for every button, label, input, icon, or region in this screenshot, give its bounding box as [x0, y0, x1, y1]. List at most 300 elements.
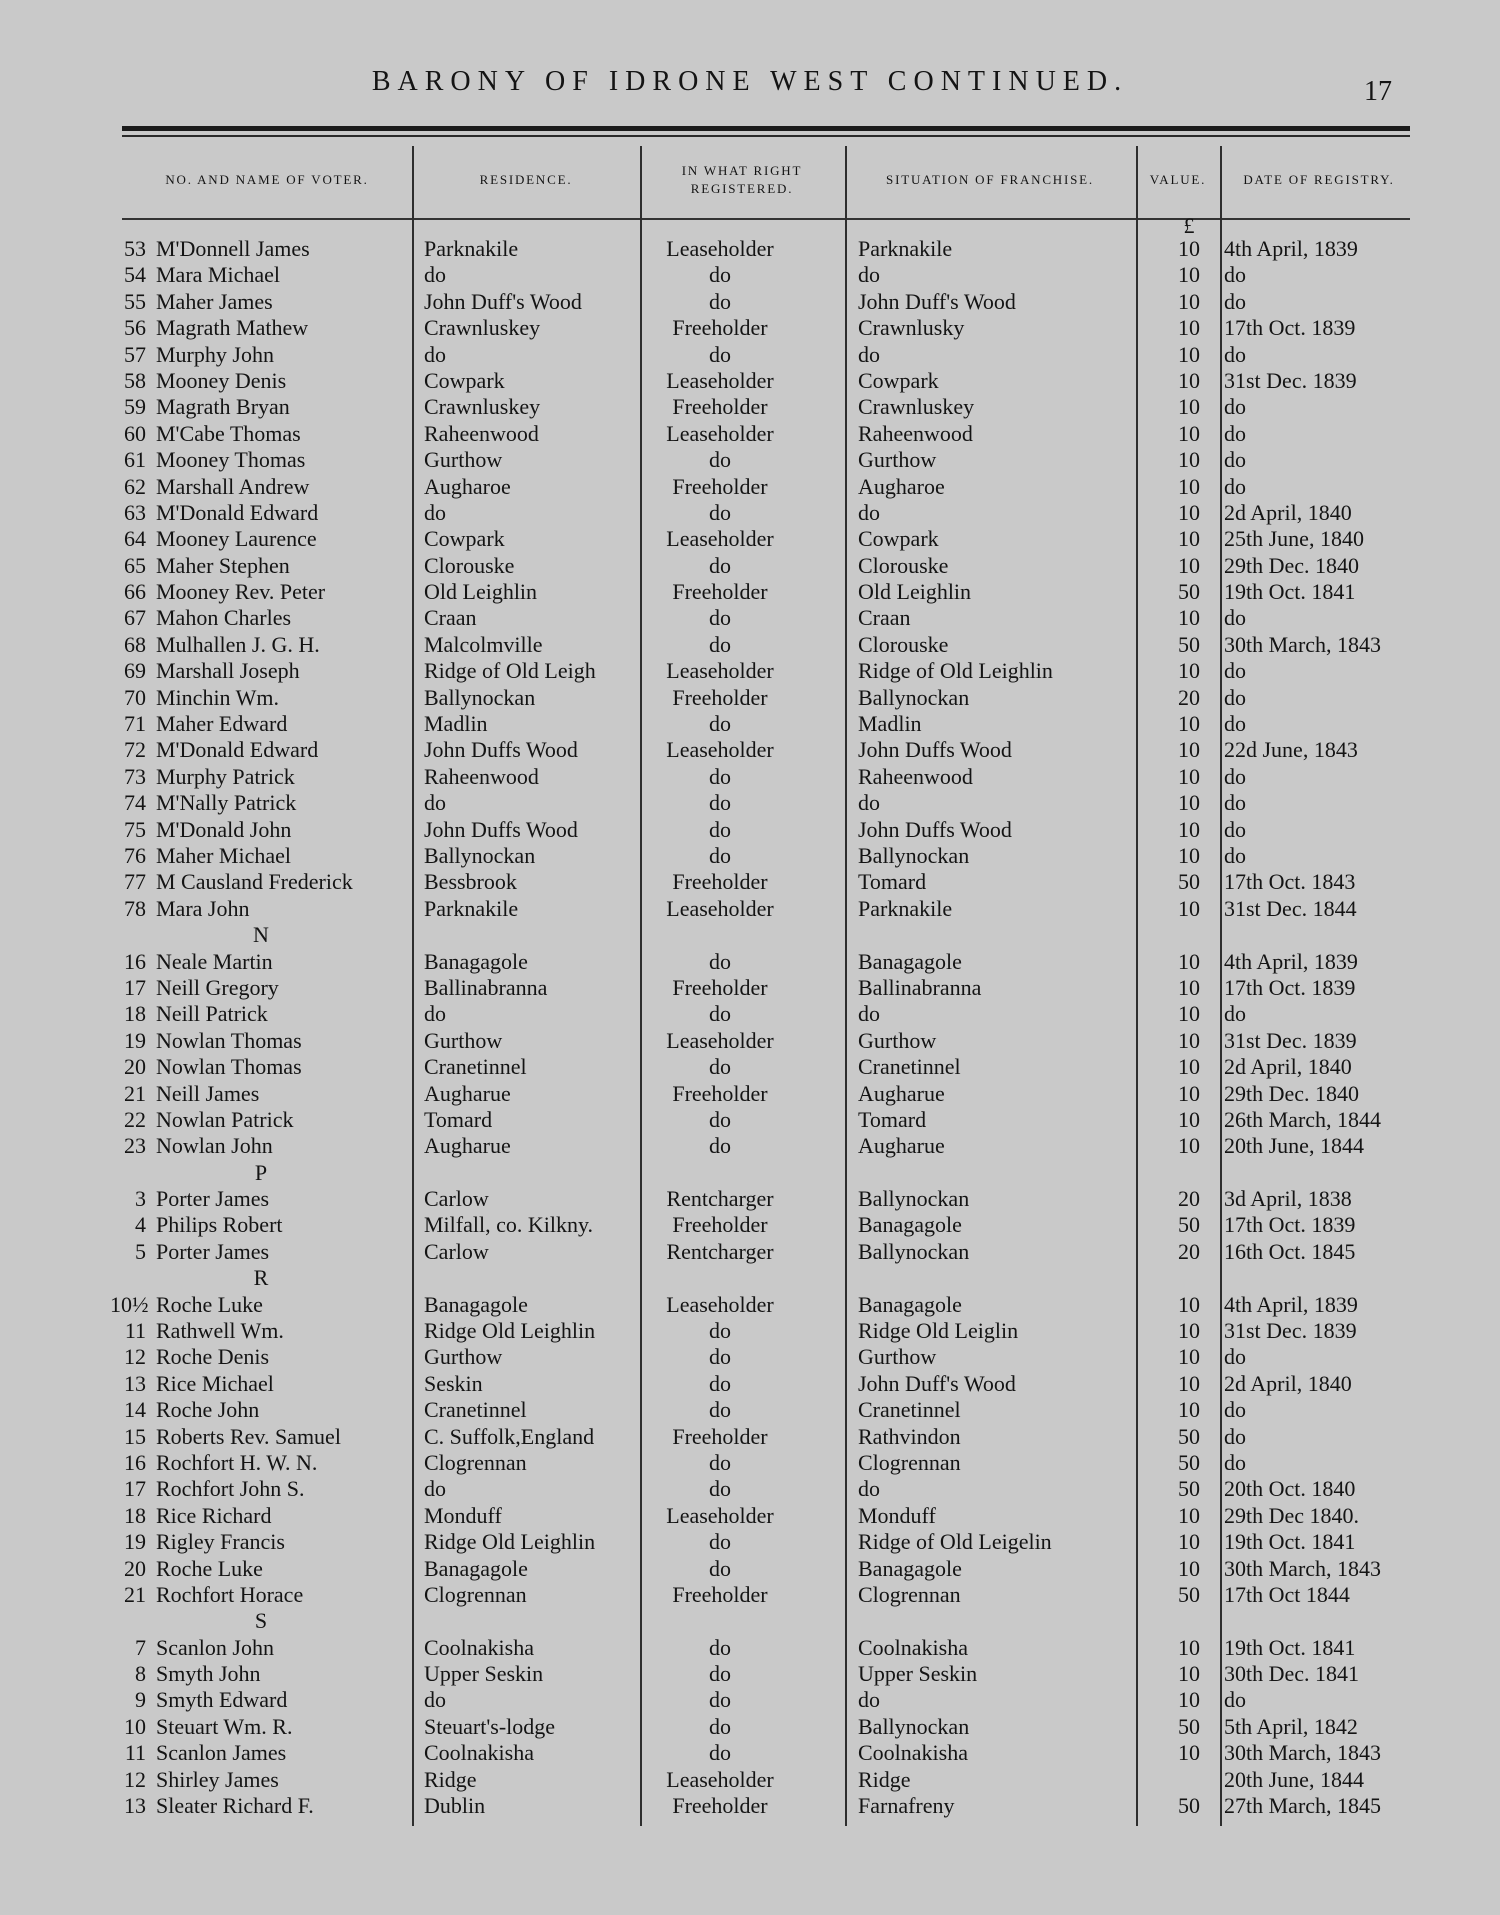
- registered-right-cell: Freeholder: [672, 579, 768, 605]
- value-cell: 10: [1178, 1555, 1200, 1581]
- voter-name: Rathwell Wm.: [156, 1318, 284, 1344]
- franchise-situation-cell: Ballynockan: [858, 1238, 970, 1264]
- value-cell: 50: [1178, 1476, 1200, 1502]
- table-row: [0, 605, 1500, 631]
- registered-right-cell: do: [709, 447, 731, 473]
- registered-right-cell: do: [709, 1318, 731, 1344]
- value-cell: 10: [1178, 1397, 1200, 1423]
- franchise-situation-cell: Ridge of Old Leighlin: [858, 658, 1053, 684]
- voter-name: M'Donald Edward: [156, 737, 319, 763]
- franchise-situation-cell: Crawnluskey: [858, 394, 975, 420]
- registry-date-cell: 30th March, 1843: [1224, 1740, 1382, 1766]
- franchise-situation-cell: Ridge: [858, 1766, 911, 1792]
- voter-name: Rice Michael: [156, 1370, 274, 1396]
- table-row: [0, 579, 1500, 605]
- franchise-situation-cell: Gurthow: [858, 1027, 937, 1053]
- residence-cell: Ballinabranna: [424, 974, 548, 1000]
- residence-cell: Parknakile: [424, 236, 519, 261]
- franchise-situation-cell: do: [858, 1476, 880, 1502]
- voter-name: Scanlon James: [156, 1740, 287, 1766]
- registered-right-cell: do: [709, 1555, 731, 1581]
- voter-number: 4: [135, 1212, 146, 1238]
- franchise-situation-cell: Parknakile: [858, 895, 953, 921]
- voter-number: 55: [124, 288, 146, 314]
- registry-date-cell: 19th Oct. 1841: [1224, 579, 1356, 605]
- voter-number: 19: [124, 1529, 146, 1555]
- value-cell: 10: [1178, 447, 1200, 473]
- table-row: [0, 1476, 1500, 1502]
- voter-name: Mooney Laurence: [156, 526, 317, 552]
- voter-register-table: [0, 236, 1500, 1819]
- voter-number: 13: [124, 1370, 146, 1396]
- voter-name: M Causland Frederick: [156, 869, 353, 895]
- franchise-situation-cell: Crawnlusky: [858, 315, 965, 341]
- column-header-voter: NO. AND NAME OF VOTER.: [165, 172, 369, 187]
- franchise-situation-cell: Farnafreny: [858, 1793, 955, 1819]
- registered-right-cell: do: [709, 1687, 731, 1713]
- voter-name: Nowlan Thomas: [156, 1054, 302, 1080]
- registry-date-cell: 4th April, 1839: [1224, 236, 1358, 261]
- table-row: [0, 500, 1500, 526]
- table-row: [0, 1714, 1500, 1740]
- residence-cell: Carlow: [424, 1186, 489, 1212]
- column-header-right: IN WHAT RIGHT REGISTERED.: [681, 163, 803, 196]
- registered-right-cell: Freeholder: [672, 473, 768, 499]
- table-row: [0, 1186, 1500, 1212]
- value-cell: 10: [1178, 552, 1200, 578]
- registry-date-cell: 17th Oct 1844: [1224, 1581, 1350, 1607]
- header-rule-thick: [122, 126, 1410, 131]
- voter-name: Roche Denis: [156, 1344, 270, 1370]
- table-row: [0, 975, 1500, 1001]
- table-row: [0, 869, 1500, 895]
- voter-name: Steuart Wm. R.: [156, 1713, 293, 1739]
- table-row: [0, 1397, 1500, 1423]
- residence-cell: Crawnluskey: [424, 315, 541, 341]
- voter-number: 5: [135, 1238, 146, 1264]
- registry-date-cell: 19th Oct. 1841: [1224, 1529, 1356, 1555]
- value-cell: 10: [1178, 711, 1200, 737]
- franchise-situation-cell: Coolnakisha: [858, 1634, 968, 1660]
- residence-cell: do: [424, 1687, 446, 1713]
- registered-right-cell: Freeholder: [672, 869, 768, 895]
- registry-date-cell: 29th Dec. 1840: [1224, 1080, 1360, 1106]
- franchise-situation-cell: Raheenwood: [858, 763, 973, 789]
- column-header-situation: SITUATION OF FRANCHISE.: [886, 172, 1094, 187]
- franchise-situation-cell: John Duffs Wood: [858, 816, 1012, 842]
- value-cell: 50: [1178, 1793, 1200, 1819]
- table-row: [0, 1635, 1500, 1661]
- voter-name: Shirley James: [156, 1766, 279, 1792]
- voter-number: 71: [124, 711, 146, 737]
- voter-name: Mahon Charles: [156, 605, 292, 631]
- value-cell: 10: [1178, 948, 1200, 974]
- value-cell: 10: [1178, 1027, 1200, 1053]
- registry-date-cell: 5th April, 1842: [1224, 1713, 1358, 1739]
- voter-name: M'Donnell James: [156, 236, 310, 261]
- value-cell: 10: [1178, 1634, 1200, 1660]
- registry-date-cell: 2d April, 1840: [1224, 1054, 1352, 1080]
- page-title: BARONY OF IDRONE WEST CONTINUED.: [371, 66, 1129, 97]
- voter-name: Mara Michael: [156, 262, 280, 288]
- table-row: [0, 1582, 1500, 1608]
- registered-right-cell: do: [709, 1449, 731, 1475]
- value-cell: 50: [1178, 579, 1200, 605]
- section-letter: S: [254, 1608, 268, 1634]
- registered-right-cell: do: [709, 1397, 731, 1423]
- section-letter: P: [254, 1159, 268, 1185]
- franchise-situation-cell: Parknakile: [858, 236, 953, 261]
- registered-right-cell: do: [709, 341, 731, 367]
- registered-right-cell: Leaseholder: [666, 526, 774, 552]
- value-cell: 10: [1178, 974, 1200, 1000]
- value-cell: 50: [1178, 1212, 1200, 1238]
- residence-cell: Carlow: [424, 1238, 489, 1264]
- table-row: [0, 526, 1500, 552]
- voter-number: 15: [124, 1423, 146, 1449]
- registry-date-cell: 20th June, 1844: [1224, 1766, 1364, 1792]
- registry-date-cell: do: [1224, 1449, 1246, 1475]
- residence-cell: Augharue: [424, 1080, 511, 1106]
- registry-date-cell: do: [1224, 842, 1246, 868]
- registry-date-cell: 31st Dec. 1839: [1224, 1027, 1357, 1053]
- table-row: [0, 342, 1500, 368]
- registered-right-cell: do: [709, 1133, 731, 1159]
- table-row: [0, 447, 1500, 473]
- franchise-situation-cell: Banagagole: [858, 1291, 962, 1317]
- voter-number: 13: [124, 1793, 146, 1819]
- franchise-situation-cell: Ridge Old Leiglin: [858, 1318, 1019, 1344]
- registered-right-cell: Freeholder: [672, 1423, 768, 1449]
- registered-right-cell: do: [709, 790, 731, 816]
- table-row: [0, 1767, 1500, 1793]
- voter-number: 20: [124, 1054, 146, 1080]
- residence-cell: Parknakile: [424, 895, 519, 921]
- registered-right-cell: Freeholder: [672, 394, 768, 420]
- voter-number: 66: [124, 579, 146, 605]
- voter-name: Porter James: [156, 1186, 270, 1212]
- header-rule-thin: [122, 135, 1410, 137]
- value-cell: 10: [1178, 1291, 1200, 1317]
- table-row: [0, 949, 1500, 975]
- voter-name: Nowlan Thomas: [156, 1027, 302, 1053]
- section-letter: N: [253, 922, 269, 948]
- value-cell: 10: [1178, 1661, 1200, 1687]
- registered-right-cell: Leaseholder: [666, 420, 774, 446]
- value-cell: 10: [1178, 1106, 1200, 1132]
- franchise-situation-cell: do: [858, 341, 880, 367]
- residence-cell: Monduff: [424, 1502, 502, 1528]
- residence-cell: do: [424, 1476, 446, 1502]
- registry-date-cell: do: [1224, 473, 1246, 499]
- franchise-situation-cell: Ballynockan: [858, 684, 970, 710]
- registered-right-cell: Rentcharger: [666, 1186, 774, 1212]
- residence-cell: Seskin: [424, 1370, 483, 1396]
- value-cell: 50: [1178, 869, 1200, 895]
- registered-right-cell: do: [709, 1370, 731, 1396]
- registry-date-cell: 31st Dec. 1844: [1224, 895, 1357, 921]
- table-row: [0, 685, 1500, 711]
- registered-right-cell: Freeholder: [672, 1080, 768, 1106]
- voter-number: 68: [124, 631, 146, 657]
- registry-date-cell: do: [1224, 658, 1246, 684]
- voter-number: 65: [124, 552, 146, 578]
- registry-date-cell: 30th March, 1843: [1224, 631, 1382, 657]
- franchise-situation-cell: Augharue: [858, 1080, 945, 1106]
- voter-name: Mulhallen J. G. H.: [156, 631, 320, 657]
- page-number: 17: [1364, 76, 1392, 107]
- registry-date-cell: 20th June, 1844: [1224, 1133, 1364, 1159]
- registry-date-cell: 17th Oct. 1839: [1224, 1212, 1356, 1238]
- voter-number: 18: [124, 1502, 146, 1528]
- registry-date-cell: 17th Oct. 1839: [1224, 315, 1356, 341]
- registered-right-cell: Leaseholder: [666, 1766, 774, 1792]
- table-row: [0, 764, 1500, 790]
- voter-name: Maher James: [156, 288, 273, 314]
- voter-number: 74: [124, 790, 146, 816]
- franchise-situation-cell: Banagagole: [858, 1555, 962, 1581]
- franchise-situation-cell: Banagagole: [858, 1212, 962, 1238]
- franchise-situation-cell: Upper Seskin: [858, 1661, 978, 1687]
- voter-number: 21: [124, 1080, 146, 1106]
- value-cell: 10: [1178, 236, 1200, 261]
- registered-right-cell: do: [709, 262, 731, 288]
- table-row: [0, 1740, 1500, 1766]
- residence-cell: Bessbrook: [424, 869, 517, 895]
- residence-cell: Crawnluskey: [424, 394, 541, 420]
- voter-number: 9: [135, 1687, 146, 1713]
- table-row: [0, 1371, 1500, 1397]
- table-row: [0, 1424, 1500, 1450]
- voter-number: 17: [124, 974, 146, 1000]
- registered-right-cell: do: [709, 1661, 731, 1687]
- value-cell: 10: [1178, 394, 1200, 420]
- registered-right-cell: do: [709, 816, 731, 842]
- table-row: [0, 1081, 1500, 1107]
- voter-number: 77: [124, 869, 146, 895]
- voter-number: 62: [124, 473, 146, 499]
- table-row: [0, 553, 1500, 579]
- table-row: [0, 1556, 1500, 1582]
- section-letter-row: [0, 1160, 1500, 1186]
- voter-name: Neale Martin: [156, 948, 273, 974]
- registry-date-cell: do: [1224, 447, 1246, 473]
- franchise-situation-cell: Cowpark: [858, 367, 939, 393]
- residence-cell: Gurthow: [424, 1344, 503, 1370]
- registry-date-cell: 27th March, 1845: [1224, 1793, 1382, 1819]
- residence-cell: Raheenwood: [424, 763, 539, 789]
- value-cell: 10: [1178, 420, 1200, 446]
- registry-date-cell: do: [1224, 1344, 1246, 1370]
- value-cell: 50: [1178, 631, 1200, 657]
- residence-cell: Ridge Old Leighlin: [424, 1318, 596, 1344]
- franchise-situation-cell: Raheenwood: [858, 420, 973, 446]
- registry-date-cell: do: [1224, 1397, 1246, 1423]
- table-row: [0, 1239, 1500, 1265]
- section-letter-row: [0, 1608, 1500, 1634]
- voter-number: 59: [124, 394, 146, 420]
- registry-date-cell: 4th April, 1839: [1224, 948, 1358, 974]
- residence-cell: John Duffs Wood: [424, 816, 578, 842]
- residence-cell: John Duffs Wood: [424, 737, 578, 763]
- table-row: [0, 737, 1500, 763]
- voter-number: 20: [124, 1555, 146, 1581]
- value-cell: 50: [1178, 1581, 1200, 1607]
- franchise-situation-cell: Banagagole: [858, 948, 962, 974]
- residence-cell: Coolnakisha: [424, 1740, 534, 1766]
- voter-name: Mooney Thomas: [156, 447, 306, 473]
- value-cell: 10: [1178, 763, 1200, 789]
- residence-cell: C. Suffolk,England: [424, 1423, 595, 1449]
- registry-date-cell: 4th April, 1839: [1224, 1291, 1358, 1317]
- residence-cell: Ballynockan: [424, 842, 536, 868]
- residence-cell: do: [424, 341, 446, 367]
- voter-name: Porter James: [156, 1238, 270, 1264]
- registered-right-cell: Leaseholder: [666, 367, 774, 393]
- voter-number: 10: [124, 1713, 146, 1739]
- residence-cell: Clorouske: [424, 552, 515, 578]
- residence-cell: Cowpark: [424, 526, 505, 552]
- registered-right-cell: Freeholder: [672, 684, 768, 710]
- voter-number: 16: [124, 1449, 146, 1475]
- voter-number: 19: [124, 1027, 146, 1053]
- table-row: [0, 368, 1500, 394]
- voter-name: Murphy Patrick: [156, 763, 295, 789]
- voter-number: 7: [135, 1634, 146, 1660]
- registered-right-cell: Leaseholder: [666, 1291, 774, 1317]
- table-row: [0, 658, 1500, 684]
- voter-number: 61: [124, 447, 146, 473]
- voter-number: 10½: [110, 1291, 149, 1317]
- residence-cell: John Duff's Wood: [424, 288, 582, 314]
- value-cell: 10: [1178, 1133, 1200, 1159]
- voter-name: Maher Stephen: [156, 552, 290, 578]
- voter-name: Roche Luke: [156, 1555, 263, 1581]
- table-row: [0, 1107, 1500, 1133]
- franchise-situation-cell: John Duff's Wood: [858, 288, 1016, 314]
- franchise-situation-cell: Coolnakisha: [858, 1740, 968, 1766]
- voter-name: Rigley Francis: [156, 1529, 285, 1555]
- registered-right-cell: do: [709, 1344, 731, 1370]
- section-letter-row: [0, 1265, 1500, 1291]
- residence-cell: Cranetinnel: [424, 1054, 527, 1080]
- registry-date-cell: 29th Dec. 1840: [1224, 552, 1360, 578]
- voter-name: Marshall Joseph: [156, 658, 300, 684]
- table-row: [0, 1028, 1500, 1054]
- voter-name: Sleater Richard F.: [156, 1793, 314, 1819]
- voter-name: M'Donald John: [156, 816, 292, 842]
- franchise-situation-cell: John Duff's Wood: [858, 1370, 1016, 1396]
- registered-right-cell: Leaseholder: [666, 737, 774, 763]
- value-cell: 50: [1178, 1423, 1200, 1449]
- registry-date-cell: 31st Dec. 1839: [1224, 367, 1357, 393]
- registry-date-cell: do: [1224, 711, 1246, 737]
- voter-number: 78: [124, 895, 146, 921]
- voter-number: 57: [124, 341, 146, 367]
- table-row: [0, 711, 1500, 737]
- residence-cell: Augharoe: [424, 473, 511, 499]
- franchise-situation-cell: Tomard: [858, 869, 927, 895]
- value-cell: 20: [1178, 684, 1200, 710]
- residence-cell: Old Leighlin: [424, 579, 538, 605]
- residence-cell: Ballynockan: [424, 684, 536, 710]
- table-row: [0, 1318, 1500, 1344]
- franchise-situation-cell: Monduff: [858, 1502, 936, 1528]
- registered-right-cell: Leaseholder: [666, 1027, 774, 1053]
- value-cell: 20: [1178, 1186, 1200, 1212]
- table-row: [0, 896, 1500, 922]
- voter-name: Scanlon John: [156, 1634, 274, 1660]
- franchise-situation-cell: Cranetinnel: [858, 1397, 961, 1423]
- voter-number: 69: [124, 658, 146, 684]
- registered-right-cell: Freeholder: [672, 1793, 768, 1819]
- registry-date-cell: do: [1224, 763, 1246, 789]
- voter-number: 12: [124, 1766, 146, 1792]
- value-cell: 10: [1178, 658, 1200, 684]
- value-cell: 10: [1178, 473, 1200, 499]
- registered-right-cell: do: [709, 1106, 731, 1132]
- registry-date-cell: 2d April, 1840: [1224, 499, 1352, 525]
- residence-cell: do: [424, 1001, 446, 1027]
- registered-right-cell: do: [709, 842, 731, 868]
- franchise-situation-cell: do: [858, 1687, 880, 1713]
- residence-cell: Clogrennan: [424, 1581, 527, 1607]
- registry-date-cell: 26th March, 1844: [1224, 1106, 1382, 1132]
- value-cell: 10: [1178, 816, 1200, 842]
- residence-cell: Clogrennan: [424, 1449, 527, 1475]
- registered-right-cell: do: [709, 631, 731, 657]
- value-cell: 10: [1178, 288, 1200, 314]
- voter-number: 53: [124, 236, 146, 261]
- residence-cell: do: [424, 262, 446, 288]
- registered-right-cell: do: [709, 1740, 731, 1766]
- registered-right-cell: do: [709, 711, 731, 737]
- registered-right-cell: do: [709, 288, 731, 314]
- registered-right-cell: do: [709, 605, 731, 631]
- voter-name: Rochfort Horace: [156, 1581, 304, 1607]
- voter-number: 70: [124, 684, 146, 710]
- table-row: [0, 1133, 1500, 1159]
- registered-right-cell: do: [709, 1713, 731, 1739]
- voter-name: Roche John: [156, 1397, 260, 1423]
- registered-right-cell: do: [709, 1634, 731, 1660]
- value-cell: 50: [1178, 1713, 1200, 1739]
- franchise-situation-cell: John Duffs Wood: [858, 737, 1012, 763]
- voter-name: Nowlan Patrick: [156, 1106, 294, 1132]
- franchise-situation-cell: do: [858, 1001, 880, 1027]
- residence-cell: Cowpark: [424, 367, 505, 393]
- residence-cell: Ridge Old Leighlin: [424, 1529, 596, 1555]
- value-cell: 10: [1178, 341, 1200, 367]
- registry-date-cell: 31st Dec. 1839: [1224, 1318, 1357, 1344]
- table-row: [0, 315, 1500, 341]
- table-row: [0, 1793, 1500, 1819]
- franchise-situation-cell: Clorouske: [858, 552, 949, 578]
- voter-name: Mara John: [156, 895, 250, 921]
- voter-name: Neill Patrick: [156, 1001, 268, 1027]
- voter-name: Magrath Bryan: [156, 394, 290, 420]
- value-cell: 10: [1178, 262, 1200, 288]
- voter-number: 76: [124, 842, 146, 868]
- voter-name: Smyth John: [156, 1661, 261, 1687]
- franchise-situation-cell: Clorouske: [858, 631, 949, 657]
- table-row: [0, 236, 1500, 262]
- value-currency-symbol: £: [1183, 213, 1195, 238]
- registry-date-cell: do: [1224, 288, 1246, 314]
- registry-date-cell: do: [1224, 1423, 1246, 1449]
- voter-name: Neill Gregory: [156, 974, 279, 1000]
- voter-number: 67: [124, 605, 146, 631]
